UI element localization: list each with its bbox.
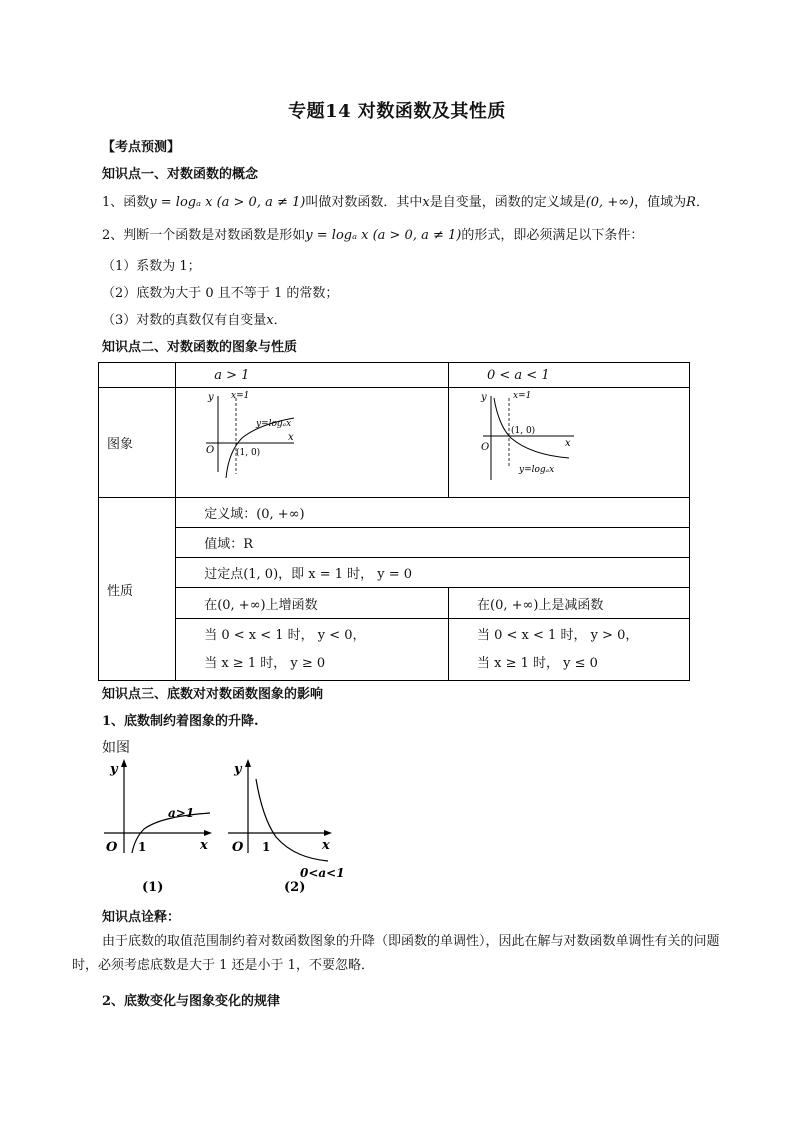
base-comparison-figures — [96, 755, 356, 900]
graph2-curve-label: y=logₐx — [519, 465, 555, 475]
kp1-cond1: （1）系数为 1； — [102, 259, 201, 274]
fig1-y-arrow — [121, 759, 127, 767]
prop-fixed-point: 过定点(1, 0)，即 x = 1 时， y = 0 — [176, 558, 690, 588]
table-corner-cell — [99, 363, 176, 388]
kp1-line1-d: ，值域为 — [634, 195, 687, 210]
fig2-one: 1 — [262, 840, 271, 854]
kp1-line2 — [102, 224, 643, 243]
kp1-line1-c: 是自变量，函数的定义域是 — [429, 195, 586, 210]
graph1-point-label: (1, 0) — [236, 448, 261, 458]
row-label-properties: 性质 — [99, 498, 176, 681]
kp1-line1-range: R — [686, 195, 696, 210]
graph-decreasing-log — [449, 388, 689, 493]
kp3-sub2: 2、底数变化与图象变化的规律 — [102, 994, 281, 1009]
properties-table — [98, 362, 690, 681]
prop-increasing: 在(0, +∞)上增函数 — [176, 588, 449, 619]
graph1-asymptote-label: x=1 — [231, 391, 250, 401]
kp1-line1 — [102, 191, 709, 210]
kp1-cond3-var: x — [266, 313, 274, 328]
graph2-asymptote-label: x=1 — [513, 391, 532, 401]
fig2-x-label: x — [322, 838, 330, 853]
row-label-graph: 图象 — [99, 388, 176, 498]
kp3-sub1: 1、底数制约着图象的升降. — [102, 714, 259, 729]
kp1-line1-domain: (0, +∞) — [585, 195, 635, 210]
graph-increasing-log — [176, 388, 416, 493]
graph1-y-label: y — [208, 392, 214, 403]
graph1-curve-label: y=logₐx — [256, 419, 292, 429]
kp3-explain-heading: 知识点诠释： — [102, 910, 181, 925]
graph2-y-label: y — [481, 392, 487, 403]
prop-sign-inc-2: 当 x ≥ 1 时， y ≥ 0 — [204, 655, 326, 671]
graph-cell-increasing — [176, 388, 449, 498]
prop-sign-dec-2: 当 x ≥ 1 时， y ≤ 0 — [477, 655, 598, 671]
kp1-heading: 知识点一、对数函数的概念 — [102, 167, 259, 182]
kp1-line1-formula: y = logₐ x (a > 0, a ≠ 1) — [149, 195, 306, 210]
prop-sign-inc-1: 当 0 < x < 1 时， y < 0， — [204, 627, 366, 643]
kp1-line1-var: x — [422, 195, 430, 210]
kp1-line1-a: 1、函数 — [102, 195, 150, 210]
graph1-origin: O — [206, 445, 215, 456]
fig2-condition: 0<a<1 — [300, 866, 345, 880]
kp1-line2-a: 2、判断一个函数是对数函数是形如 — [102, 228, 306, 243]
prop-range: 值域：R — [176, 528, 690, 558]
graph-cell-decreasing — [449, 388, 690, 498]
fig1-x-arrow — [204, 830, 212, 836]
section-tag: 【考点预测】 — [102, 140, 181, 155]
kp1-line1-e: ． — [695, 195, 709, 210]
prop-sign-dec-1: 当 0 < x < 1 时， y > 0， — [477, 627, 639, 643]
graph2-origin: O — [481, 442, 490, 453]
graph1-x-label: x — [288, 432, 294, 443]
page-title: 专题14 对数函数及其性质 — [288, 101, 506, 122]
fig1-y-label: y — [110, 762, 118, 777]
fig2-x-arrow — [324, 830, 332, 836]
prop-domain: 定义域：(0, +∞) — [176, 498, 690, 528]
kp3-heading: 知识点三、底数对对数函数图象的影响 — [102, 687, 324, 702]
kp1-cond3-b: ． — [273, 313, 287, 328]
graph2-x-label: x — [565, 438, 571, 449]
kp2-heading: 知识点二、对数函数的图象与性质 — [102, 340, 298, 355]
fig2-y-arrow — [245, 759, 251, 767]
kp3-as-shown: 如图 — [102, 740, 130, 756]
fig1-condition: a>1 — [168, 806, 195, 820]
col-header-a-lt-1: 0 < a < 1 — [449, 363, 690, 388]
kp1-line2-formula: y = logₐ x (a > 0, a ≠ 1) — [305, 228, 462, 243]
col-header-a-gt-1: a > 1 — [176, 363, 449, 388]
fig1-one: 1 — [138, 840, 147, 854]
fig2-origin: O — [232, 840, 244, 855]
prop-decreasing: 在(0, +∞)上是减函数 — [449, 588, 690, 619]
prop-sign-increasing — [176, 619, 449, 681]
kp1-line2-b: 的形式，即必须满足以下条件： — [461, 228, 644, 243]
fig1-caption: (1) — [142, 880, 164, 895]
fig1-x-label: x — [200, 838, 208, 853]
fig2-y-label: y — [234, 762, 242, 777]
kp1-line1-b: 叫做对数函数．其中 — [305, 195, 423, 210]
kp1-cond2: （2）底数为大于 0 且不等于 1 的常数； — [102, 286, 339, 301]
kp1-cond3 — [102, 309, 287, 328]
kp1-cond3-a: （3）对数的真数仅有自变量 — [102, 313, 267, 328]
graph2-point-label: (1, 0) — [511, 426, 536, 436]
prop-sign-decreasing — [449, 619, 690, 681]
fig1-origin: O — [106, 840, 118, 855]
fig2-caption: (2) — [284, 880, 306, 895]
kp3-explain-paragraph: 由于底数的取值范围制约着对数函数图象的升降（即函数的单调性），因此在解与对数函数单调性有关的问题时，必须考虑底数是大于 1 还是小于 1，不要忽略． — [72, 934, 720, 973]
